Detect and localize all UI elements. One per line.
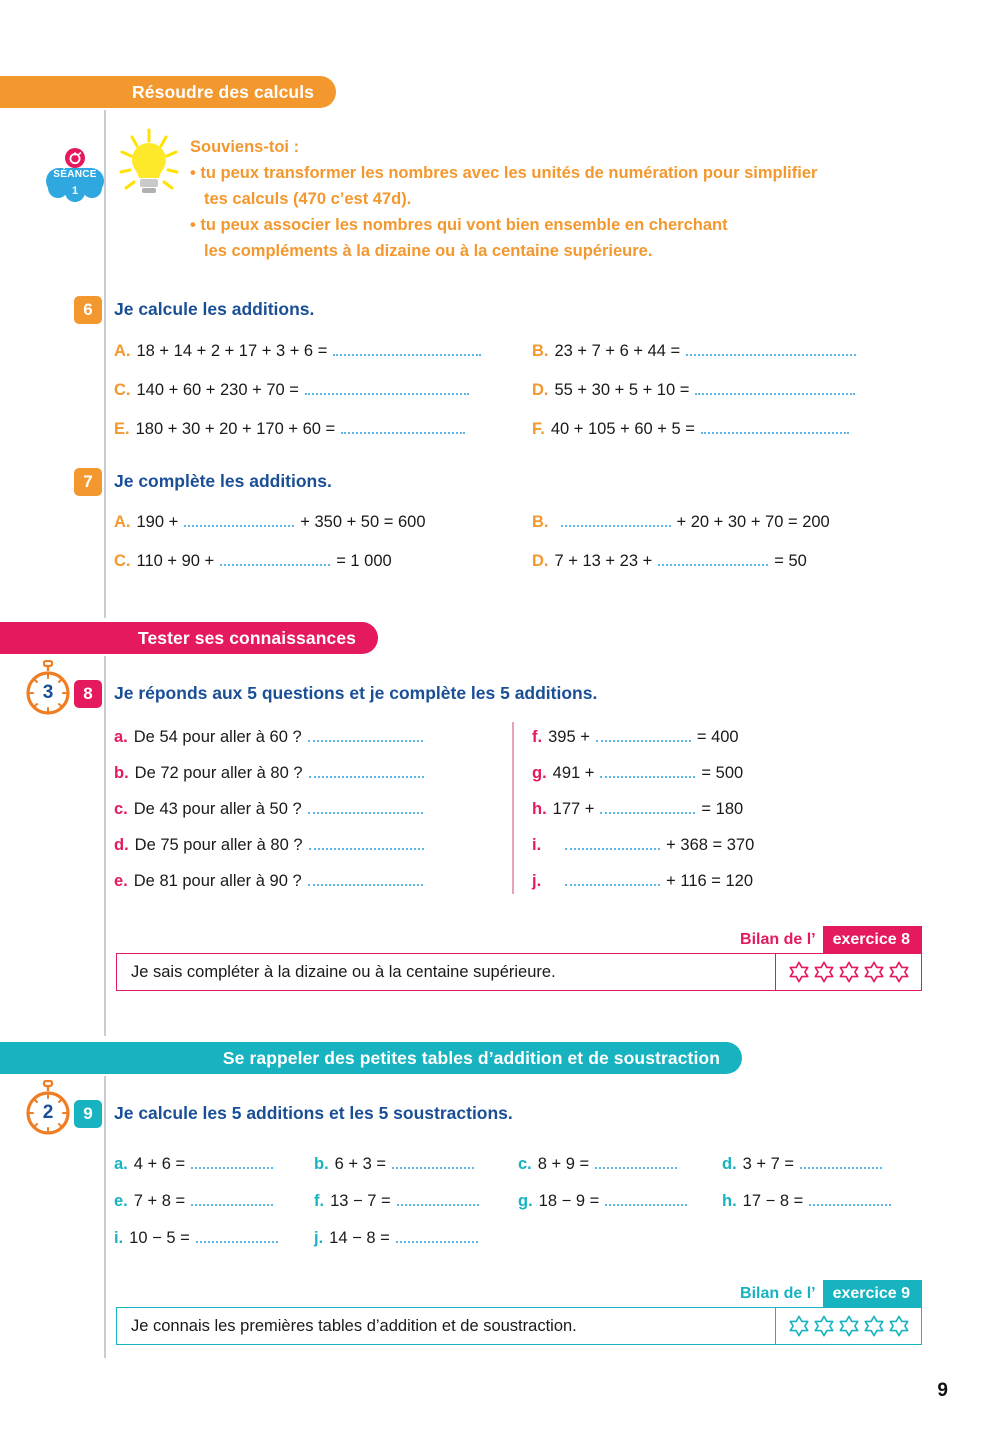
item-letter: b.	[114, 764, 129, 782]
item-letter: i.	[114, 1229, 124, 1247]
exercise-9-item-h[interactable]	[722, 1192, 897, 1211]
item-expression-pre: 177 +	[552, 800, 595, 818]
answer-blank[interactable]	[701, 422, 849, 434]
exercise-9-item-e[interactable]	[114, 1192, 279, 1211]
item-expression-pre: 395 +	[548, 728, 590, 746]
left-rail-divider-3	[104, 1076, 106, 1358]
item-expression-pre: 491 +	[552, 764, 595, 782]
exercise-8-item-a[interactable]	[114, 728, 429, 747]
star-icon[interactable]	[863, 1315, 885, 1337]
exercise-9-item-c[interactable]	[518, 1155, 683, 1174]
item-letter: a.	[114, 728, 128, 746]
answer-blank[interactable]	[309, 766, 424, 778]
section-title: Tester ses connaissances	[137, 627, 356, 648]
item-letter: A.	[114, 513, 131, 531]
star-icon[interactable]	[838, 961, 860, 983]
exercise-number-9	[74, 1100, 102, 1128]
item-letter: F.	[532, 420, 545, 438]
item-expression-post: = 1 000	[336, 552, 392, 570]
exercise-6-item-D[interactable]	[532, 381, 861, 400]
item-letter: d.	[722, 1155, 737, 1173]
exercise-6-item-A[interactable]	[114, 342, 487, 361]
item-letter: D.	[532, 552, 549, 570]
answer-blank[interactable]	[184, 515, 294, 527]
left-rail-divider-2	[104, 656, 106, 1036]
remember-bullet-2-line-1: • tu peux associer les nombres qui vont bien ensemble en cherchant	[190, 216, 728, 234]
answer-blank[interactable]	[309, 838, 424, 850]
answer-blank[interactable]	[305, 383, 469, 395]
clock-icon	[65, 148, 85, 168]
item-letter: B.	[532, 513, 549, 531]
answer-blank[interactable]	[308, 874, 423, 886]
item-expression: 140 + 60 + 230 + 70 =	[136, 381, 299, 399]
exercise-title-8: Je réponds aux 5 questions et je complète les 5 additions.	[114, 683, 598, 703]
star-icon[interactable]	[863, 961, 885, 983]
star-icon[interactable]	[813, 961, 835, 983]
exercise-8-item-g[interactable]	[532, 764, 743, 783]
answer-blank[interactable]	[191, 1157, 273, 1169]
answer-blank[interactable]	[595, 1157, 677, 1169]
exercise-number-label: 9	[83, 1104, 93, 1123]
item-expression: 18 − 9 =	[538, 1192, 600, 1210]
remember-bullet-2-line-2: les compléments à la dizaine ou à la centaine supérieure.	[204, 242, 653, 260]
stopwatch-icon-3	[22, 660, 74, 716]
exercise-9-item-a[interactable]	[114, 1155, 279, 1174]
item-expression-pre: 110 + 90 +	[136, 552, 215, 570]
bilan-statement: Je sais compléter à la dizaine ou à la centaine supérieure.	[116, 953, 776, 991]
bilan-exercise-8	[116, 926, 922, 991]
item-letter: E.	[114, 420, 130, 438]
item-letter: e.	[114, 1192, 128, 1210]
item-letter: c.	[114, 800, 128, 818]
exercise-9-item-b[interactable]	[314, 1155, 480, 1174]
bilan-exercise-label: exercice 9	[823, 1280, 922, 1307]
item-expression-post: + 116 = 120	[666, 872, 754, 890]
exercise-7-item-A[interactable]	[114, 513, 426, 532]
star-icon[interactable]	[788, 961, 810, 983]
answer-blank[interactable]	[308, 730, 423, 742]
exercise-8-item-b[interactable]	[114, 764, 430, 783]
remember-title: Souviens-toi :	[190, 138, 300, 156]
item-expression: 8 + 9 =	[537, 1155, 590, 1173]
remember-block	[190, 134, 920, 264]
exercise-8-column-separator	[512, 722, 514, 894]
star-icon[interactable]	[888, 1315, 910, 1337]
section-banner-resoudre	[0, 76, 336, 108]
item-expression: 3 + 7 =	[742, 1155, 795, 1173]
seance-label: SÉANCE	[53, 169, 97, 180]
star-icon[interactable]	[838, 1315, 860, 1337]
answer-blank[interactable]	[600, 802, 695, 814]
item-letter: f.	[532, 728, 543, 746]
item-letter: j.	[532, 872, 542, 890]
item-expression: 6 + 3 =	[334, 1155, 387, 1173]
answer-blank[interactable]	[220, 554, 330, 566]
item-expression-pre: 190 +	[136, 513, 179, 531]
answer-blank[interactable]	[397, 1194, 479, 1206]
item-expression: 18 + 14 + 2 + 17 + 3 + 6 =	[136, 342, 328, 360]
item-letter: e.	[114, 872, 128, 890]
item-expression-post: = 400	[696, 728, 739, 746]
exercise-8-item-d[interactable]	[114, 836, 430, 855]
exercise-9-item-g[interactable]	[518, 1192, 693, 1211]
answer-blank[interactable]	[686, 344, 856, 356]
star-icon[interactable]	[888, 961, 910, 983]
star-icon[interactable]	[788, 1315, 810, 1337]
exercise-number-6	[74, 296, 102, 324]
answer-blank[interactable]	[341, 422, 465, 434]
exercise-8-item-i[interactable]	[532, 836, 754, 855]
answer-blank[interactable]	[695, 383, 855, 395]
exercise-8-item-c[interactable]	[114, 800, 429, 819]
stopwatch-value: 2	[42, 1102, 54, 1123]
answer-blank[interactable]	[308, 802, 423, 814]
answer-blank[interactable]	[565, 838, 660, 850]
item-expression: 180 + 30 + 20 + 170 + 60 =	[135, 420, 336, 438]
bilan-star-rating[interactable]	[776, 1307, 922, 1345]
exercise-number-label: 7	[83, 472, 93, 491]
exercise-number-8	[74, 680, 102, 708]
section-banner-rappeler	[0, 1042, 742, 1074]
item-letter: a.	[114, 1155, 128, 1173]
item-letter: b.	[314, 1155, 329, 1173]
answer-blank[interactable]	[658, 554, 768, 566]
bilan-statement: Je connais les premières tables d’addition et de soustraction.	[116, 1307, 776, 1345]
section-banner-tester	[0, 622, 378, 654]
exercise-9-item-i[interactable]	[114, 1229, 284, 1248]
item-expression-post: + 368 = 370	[666, 836, 755, 854]
item-letter: A.	[114, 342, 131, 360]
exercise-title-7: Je complète les additions.	[114, 471, 332, 491]
answer-blank[interactable]	[596, 730, 691, 742]
exercise-number-7	[74, 468, 102, 496]
stopwatch-icon-2	[22, 1080, 74, 1136]
item-expression: 17 − 8 =	[742, 1192, 804, 1210]
item-expression-post: + 350 + 50 = 600	[300, 513, 426, 531]
exercise-number-label: 8	[83, 684, 93, 703]
remember-bullet-1-line-1: • tu peux transformer les nombres avec les unités de numération pour simplifier	[190, 164, 818, 182]
page-number: 9	[937, 1380, 948, 1401]
answer-blank[interactable]	[392, 1157, 474, 1169]
answer-blank[interactable]	[396, 1231, 478, 1243]
item-expression: 55 + 30 + 5 + 10 =	[554, 381, 690, 399]
answer-blank[interactable]	[565, 874, 660, 886]
exercise-8-item-f[interactable]	[532, 728, 739, 747]
item-expression: 13 − 7 =	[330, 1192, 391, 1210]
item-letter: C.	[114, 381, 131, 399]
exercise-title-9: Je calcule les 5 additions et les 5 soustractions.	[114, 1103, 513, 1123]
item-question: De 75 pour aller à 80 ?	[134, 836, 303, 854]
item-expression: 7 + 8 =	[133, 1192, 186, 1210]
item-expression: 23 + 7 + 6 + 44 =	[554, 342, 681, 360]
item-letter: d.	[114, 836, 129, 854]
answer-blank[interactable]	[196, 1231, 278, 1243]
seance-number: 1	[71, 185, 79, 197]
stopwatch-value: 3	[42, 682, 54, 703]
bilan-prefix-label: Bilan de l’	[740, 931, 816, 948]
item-question: De 54 pour aller à 60 ?	[133, 728, 302, 746]
item-letter: B.	[532, 342, 549, 360]
answer-blank[interactable]	[191, 1194, 273, 1206]
item-expression-post: = 500	[701, 764, 744, 782]
exercise-8-item-h[interactable]	[532, 800, 743, 819]
item-letter: g.	[532, 764, 547, 782]
bilan-star-rating[interactable]	[776, 953, 922, 991]
exercise-7-item-D[interactable]	[532, 552, 807, 571]
item-letter: h.	[532, 800, 547, 818]
exercise-6-item-C[interactable]	[114, 381, 475, 400]
item-letter: j.	[314, 1229, 324, 1247]
exercise-8-item-e[interactable]	[114, 872, 429, 891]
section-title: Se rappeler des petites tables d’addition et de soustraction	[222, 1047, 720, 1068]
section-title: Résoudre des calculs	[132, 81, 314, 102]
item-expression: 10 − 5 =	[129, 1229, 190, 1247]
exercise-7-item-B[interactable]	[532, 513, 830, 532]
exercise-9-item-f[interactable]	[314, 1192, 485, 1211]
item-expression-pre: 7 + 13 + 23 +	[554, 552, 653, 570]
item-letter: C.	[114, 552, 131, 570]
answer-blank[interactable]	[333, 344, 481, 356]
exercise-6-item-B[interactable]	[532, 342, 862, 361]
seance-badge	[44, 148, 106, 210]
exercise-title-6: Je calcule les additions.	[114, 299, 315, 319]
exercise-6-item-E[interactable]	[114, 420, 471, 439]
item-expression: 14 − 8 =	[329, 1229, 390, 1247]
exercise-7-item-C[interactable]	[114, 552, 392, 571]
item-question: De 81 pour aller à 90 ?	[133, 872, 302, 890]
bilan-exercise-9	[116, 1280, 922, 1345]
item-expression: 4 + 6 =	[133, 1155, 186, 1173]
exercise-9-item-j[interactable]	[314, 1229, 484, 1248]
item-letter: g.	[518, 1192, 533, 1210]
answer-blank[interactable]	[809, 1194, 891, 1206]
exercise-6-item-F[interactable]	[532, 420, 855, 439]
exercise-8-item-j[interactable]	[532, 872, 753, 891]
answer-blank[interactable]	[561, 515, 671, 527]
lightbulb-icon	[118, 128, 180, 204]
item-letter: D.	[532, 381, 549, 399]
answer-blank[interactable]	[605, 1194, 687, 1206]
item-letter: c.	[518, 1155, 532, 1173]
answer-blank[interactable]	[600, 766, 695, 778]
bilan-prefix-label: Bilan de l’	[740, 1285, 816, 1302]
item-expression-post: = 50	[774, 552, 807, 570]
item-letter: h.	[722, 1192, 737, 1210]
exercise-9-item-d[interactable]	[722, 1155, 888, 1174]
item-question: De 43 pour aller à 50 ?	[133, 800, 302, 818]
exercise-number-label: 6	[83, 300, 93, 319]
answer-blank[interactable]	[800, 1157, 882, 1169]
item-expression-post: + 20 + 30 + 70 = 200	[676, 513, 830, 531]
item-expression-post: = 180	[701, 800, 744, 818]
item-letter: i.	[532, 836, 542, 854]
bilan-exercise-label: exercice 8	[823, 926, 922, 953]
item-expression: 40 + 105 + 60 + 5 =	[550, 420, 695, 438]
item-letter: f.	[314, 1192, 325, 1210]
remember-bullet-1-line-2: tes calculs (470 c’est 47d).	[204, 190, 412, 208]
star-icon[interactable]	[813, 1315, 835, 1337]
item-question: De 72 pour aller à 80 ?	[134, 764, 303, 782]
